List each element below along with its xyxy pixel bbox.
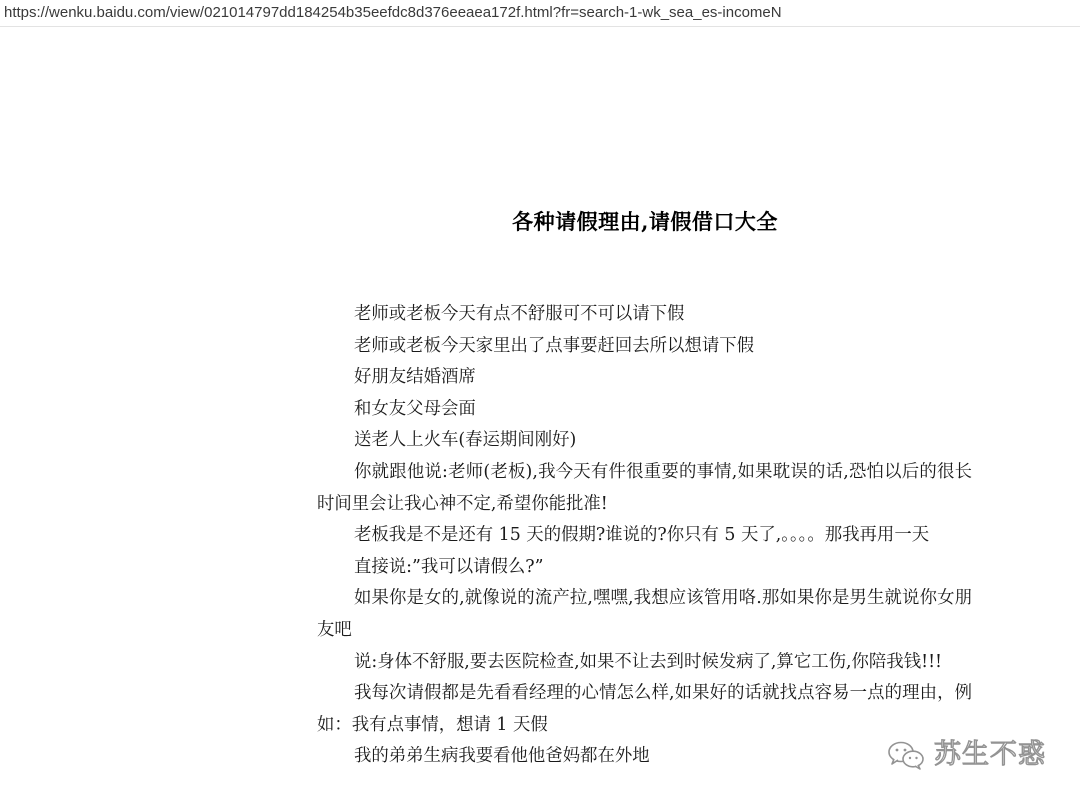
paragraph: 如果你是女的,就像说的流产拉,嘿嘿,我想应该管用咯.那如果你是男生就说你女朋友吧 [317, 588, 972, 640]
paragraph: 说:身体不舒服,要去医院检查,如果不让去到时候发病了,算它工伤,你陪我钱!!! [354, 651, 943, 672]
paragraph: 直接说:”我可以请假么?” [354, 556, 544, 577]
address-bar[interactable]: https://wenku.baidu.com/view/021014797dd184254b35eefdc8d376eeaea172f.html?fr=search-1-wk_sea_es-incomeN [0, 0, 1080, 27]
document-title: 各种请假理由,请假借口大全 [512, 209, 778, 234]
paragraph: 我每次请假都是先看看经理的心情怎么样,如果好的话就找点容易一点的理由，例如：我有点事情，想请 1 天假 [317, 683, 972, 735]
paragraph: 老师或老板今天有点不舒服可不可以请下假 [354, 304, 685, 324]
paragraph: 送老人上火车(春运期间刚好) [354, 430, 577, 451]
paragraph: 老师或老板今天家里出了点事要赶回去所以想请下假 [354, 335, 754, 356]
paragraph: 和女友父母会面 [354, 398, 476, 419]
paragraph: 老板我是不是还有 15 天的假期?谁说的?你只有 5 天了,。。。。那我再用一天 [354, 525, 930, 546]
paragraph: 我的弟弟生病我要看他他爸妈都在外地 [354, 746, 650, 767]
document-page [0, 28, 1080, 801]
paragraph: 你就跟他说:老师(老板),我今天有件很重要的事情,如果耽误的话,恐怕以后的很长时间里会让我心神不定,希望你能批准! [317, 461, 972, 514]
document-body [317, 299, 972, 773]
wechat-icon [886, 740, 926, 770]
watermark-text: 苏生不惑 [934, 739, 1046, 770]
watermark [886, 739, 1046, 771]
paragraph: 好朋友结婚酒席 [354, 367, 476, 388]
